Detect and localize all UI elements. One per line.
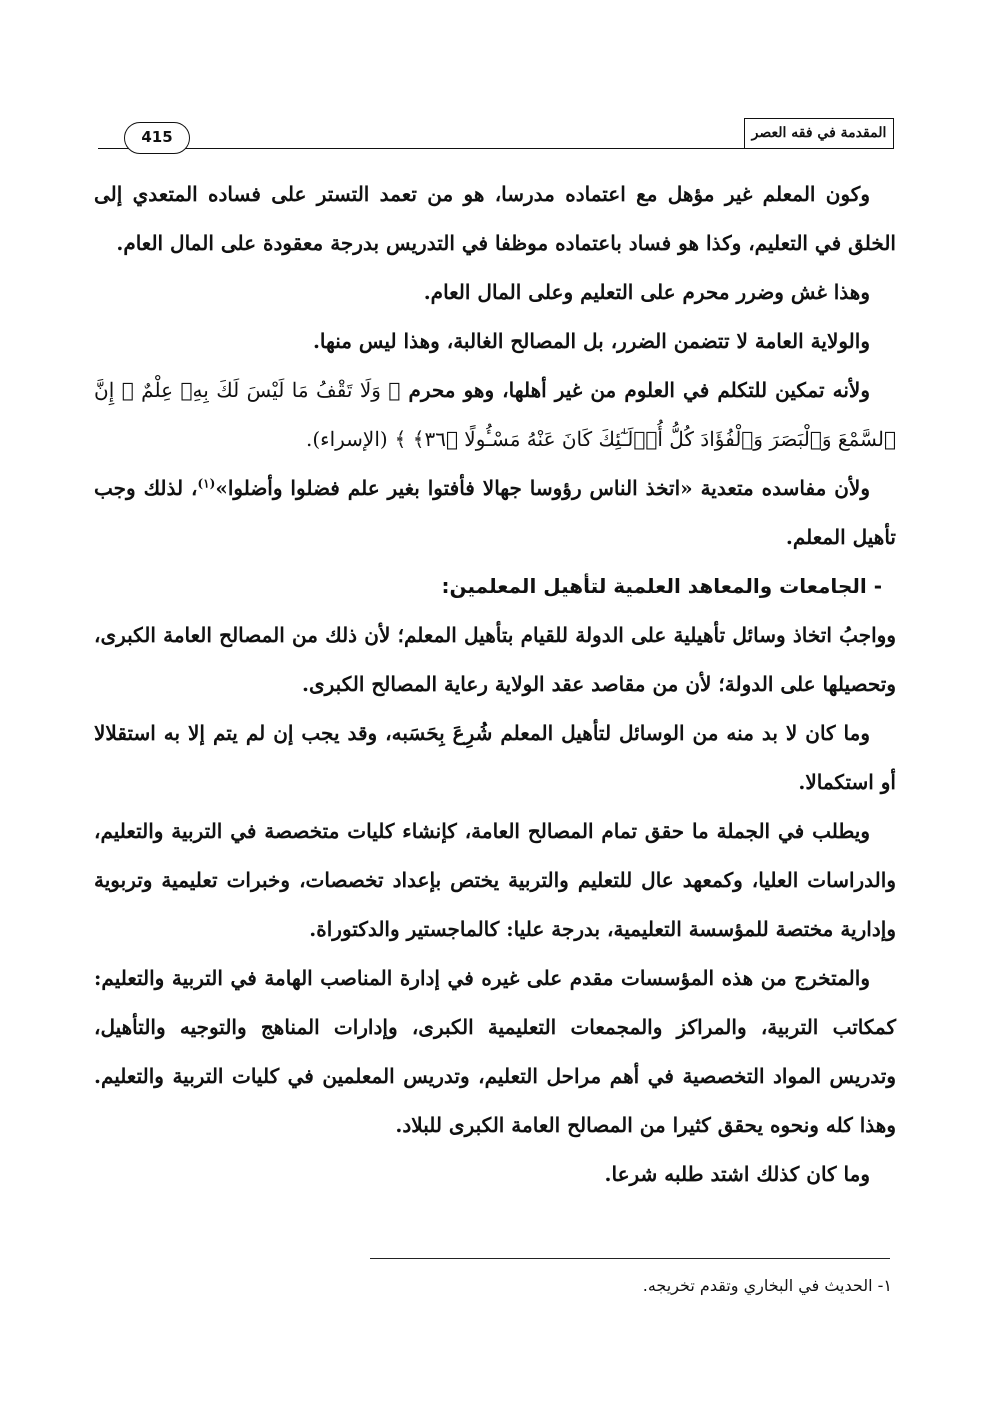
paragraph-with-hadith <box>94 464 896 562</box>
paragraph: وما كان كذلك اشتد طلبه شرعا. <box>604 1162 870 1186</box>
paragraph: والمتخرج من هذه المؤسسات مقدم على غيره في إدارة المناصب الهامة في التربية والتعليم: كمكاتب التربية، والمراكز والمجمعات التعليمية الكبرى، وإدارات المناهج والتوجيه والتأهيل، وتدريس المواد التخصصية في أهم مراحل التعليم، وتدريس المعلمين في كليات التربية والتعليم. وهذا كله ونحوه يحقق كثيرا من المصالح العامة الكبرى للبلاد. <box>94 966 896 1137</box>
page-header <box>98 118 894 150</box>
paragraph-text: ، لذلك وجب تأهيل المعلم. <box>94 476 896 549</box>
paragraph: والولاية العامة لا تتضمن الضرر، بل المصالح الغالبة، وهذا ليس منها. <box>312 329 870 353</box>
paragraph: ويطلب في الجملة ما حقق تمام المصالح العامة، كإنشاء كليات متخصصة في التربية والتعليم، والدراسات العليا، وكمعهد عال للتعليم والتربية يختص بإعداد تخصصات، وخبرات تعليمية وتربوية وإدارية مختصة للمؤسسة التعليمية، بدرجة عليا: كالماجستير والدكتوراة. <box>94 819 896 941</box>
paragraph-with-quran-verse <box>94 366 896 464</box>
page-body <box>94 170 896 1199</box>
paragraph: وكون المعلم غير مؤهل مع اعتماده مدرسا، هو من تعمد التستر على فساده المتعدي إلى الخلق في التعليم، وكذا هو فساد باعتماده موظفا في التدريس بدرجة معقودة على المال العام. <box>94 182 896 255</box>
footnote-separator <box>370 1258 890 1259</box>
quran-verse: ﴿ وَلَا تَقْفُ مَا لَيْسَ لَكَ بِهِۦ عِلْمٌ ۚ إِنَّ ٱلسَّمْعَ وَٱلْبَصَرَ وَٱلْفُؤَادَ كُلُّ أُو۟لَـٰٓئِكَ كَانَ عَنْهُ مَسْـُٔولًا ﴿٣٦﴾ ﴾ <box>94 378 896 451</box>
section-heading: - الجامعات والمعاهد العلمية لتأهيل المعلمين: <box>441 574 882 598</box>
paragraph: وما كان لا بد منه من الوسائل لتأهيل المعلم شُرِعَ بِحَسَبه، وقد يجب إن لم يتم إلا به استقلالا أو استكمالا. <box>94 721 896 794</box>
footnote: ١- الحديث في البخاري وتقدم تخريجه. <box>642 1276 892 1295</box>
quran-source: (الإسراء). <box>306 427 388 451</box>
paragraph-text: ولأن مفاسده متعدية «اتخذ الناس رؤوسا جهالا فأفتوا بغير علم فضلوا وأضلوا» <box>215 476 870 500</box>
page-number: 415 <box>124 122 190 154</box>
paragraph: وواجبُ اتخاذ وسائل تأهيلية على الدولة للقيام بتأهيل المعلم؛ لأن ذلك من المصالح العامة الكبرى، وتحصيلها على الدولة؛ لأن من مقاصد عقد الولاية رعاية المصالح الكبرى. <box>94 623 896 696</box>
book-title: المقدمة في فقه العصر <box>744 118 894 148</box>
paragraph: وهذا غش وضرر محرم على التعليم وعلى المال العام. <box>423 280 870 304</box>
header-rule <box>98 148 894 149</box>
paragraph-text: ولأنه تمكين للتكلم في العلوم من غير أهلها، وهو محرم <box>408 378 870 402</box>
footnote-reference[interactable]: (١) <box>197 476 216 491</box>
